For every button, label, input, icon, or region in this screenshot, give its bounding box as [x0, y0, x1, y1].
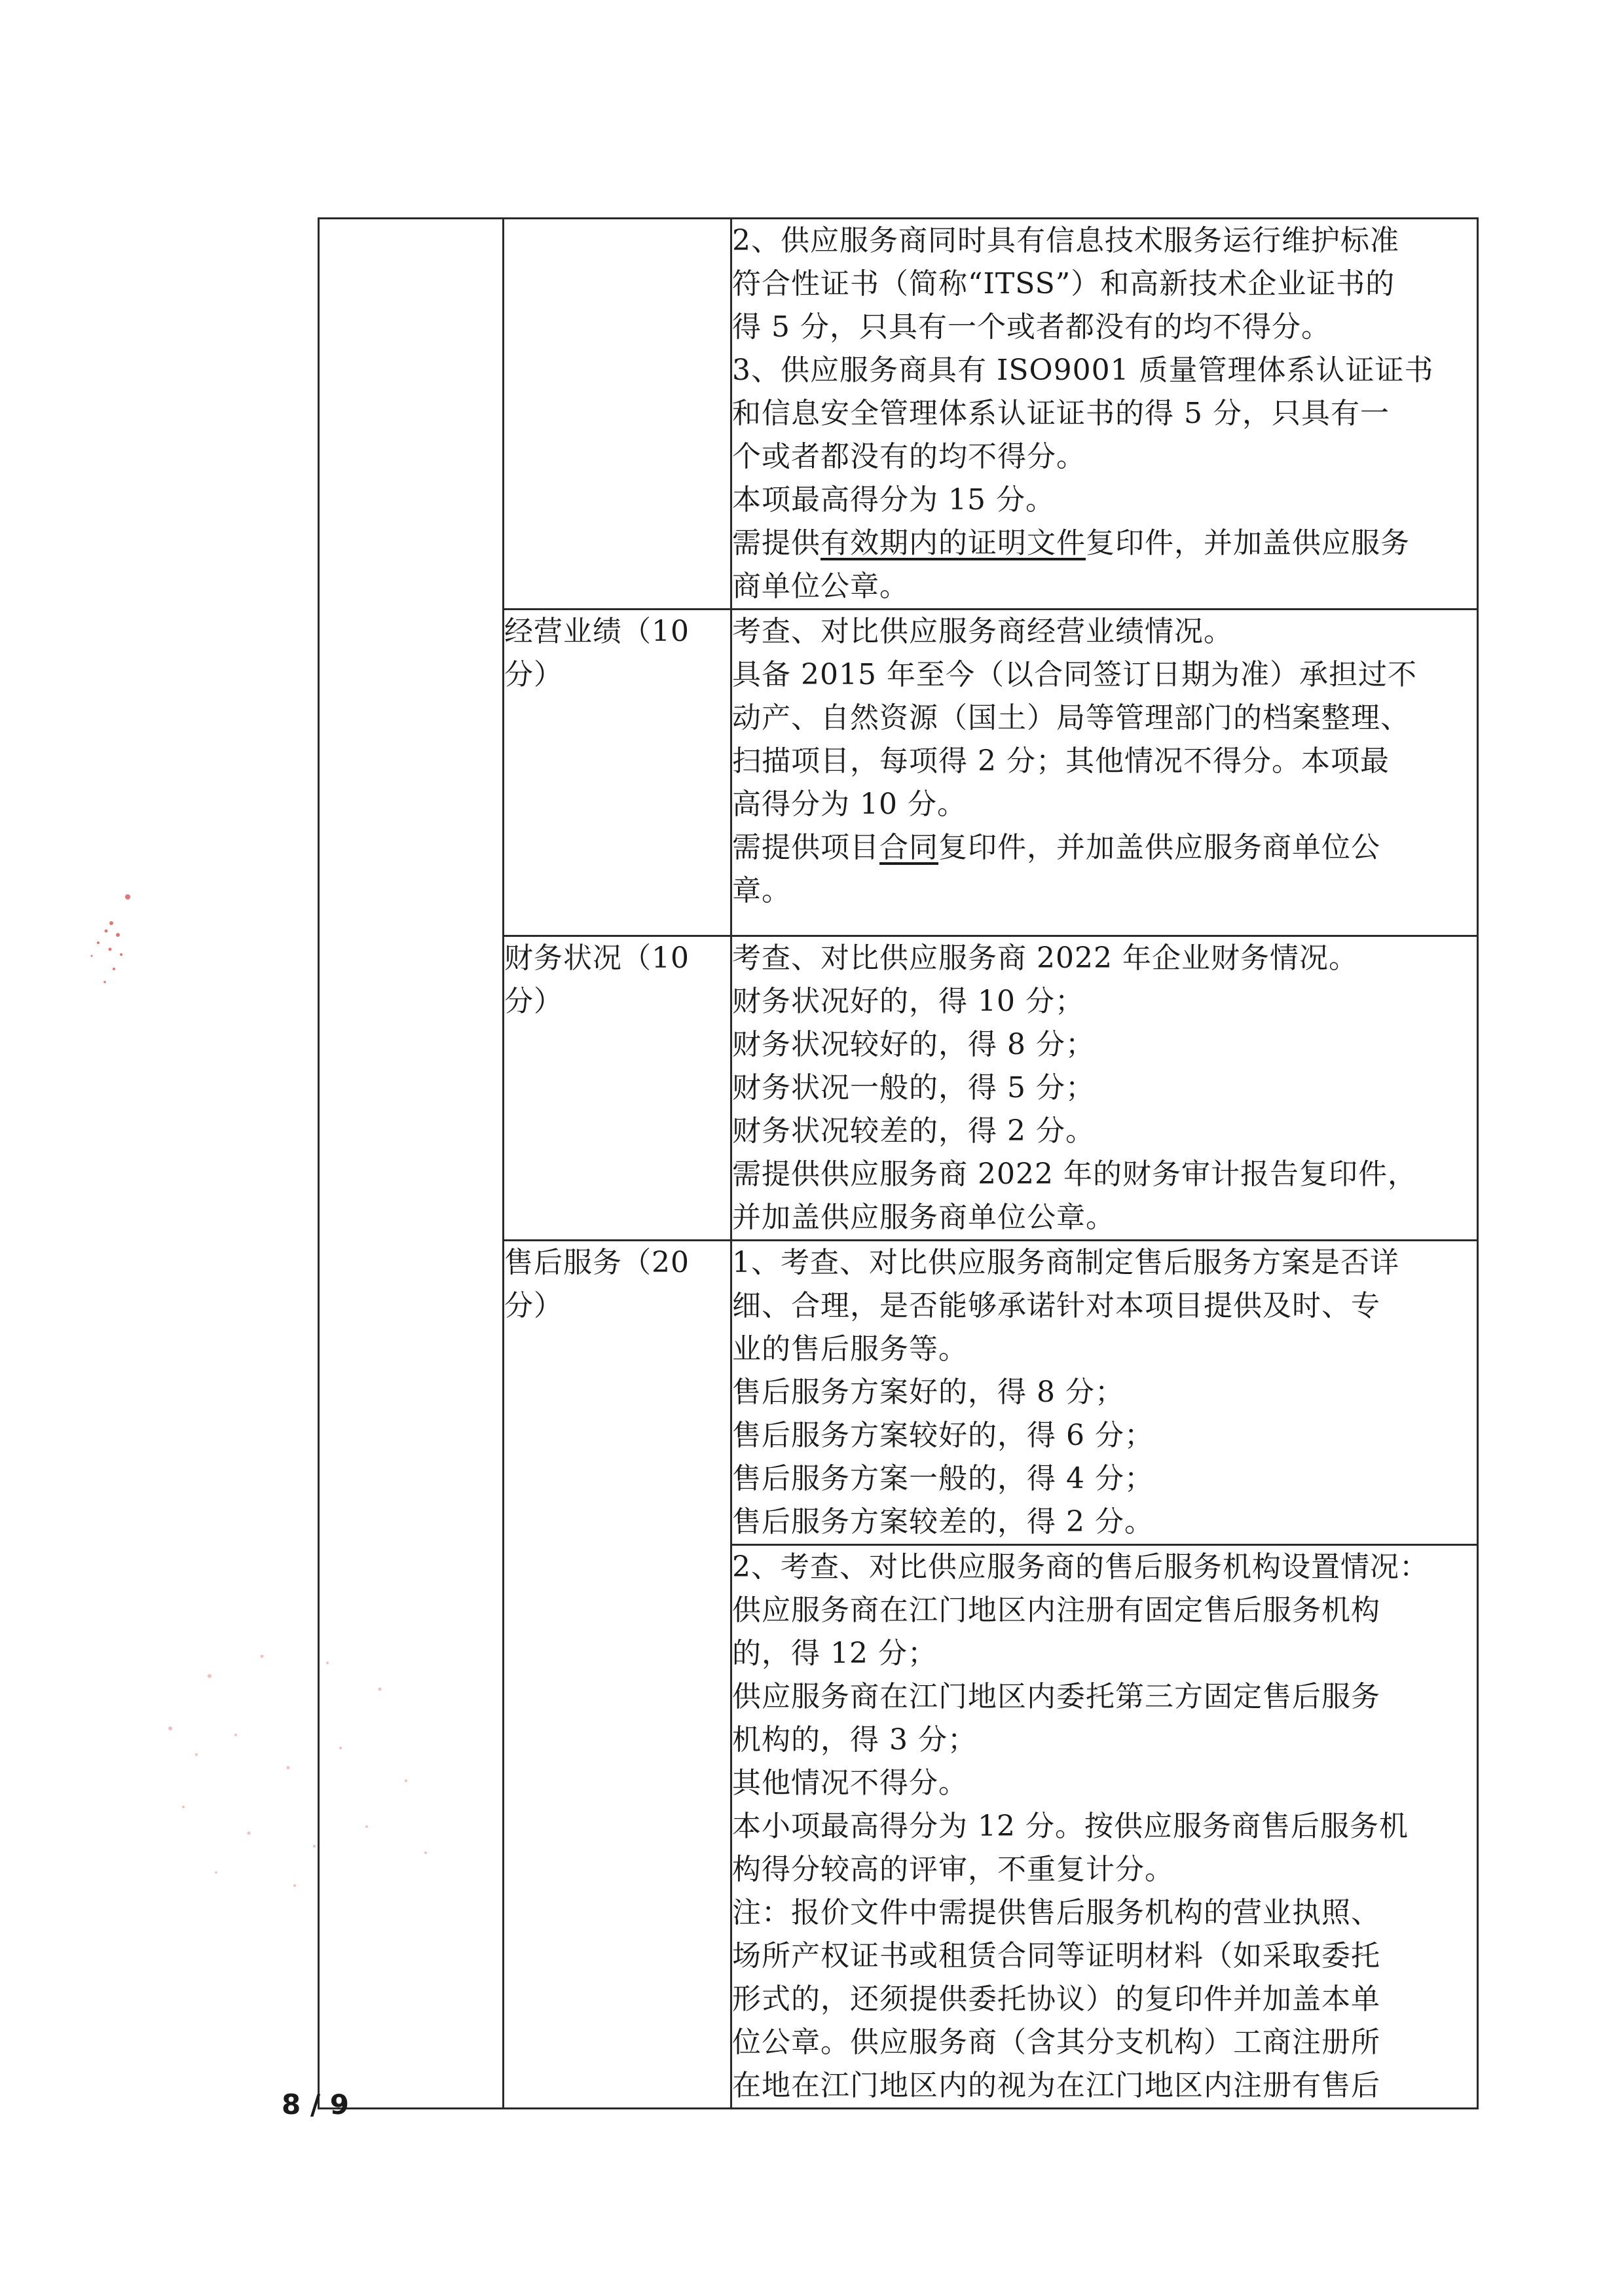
criteria-line: 和信息安全管理体系认证证书的得 5 分，只具有一: [732, 397, 1390, 430]
criteria-line: 得 5 分，只具有一个或者都没有的均不得分。: [732, 310, 1331, 344]
criteria-line: 本项最高得分为 15 分。: [732, 483, 1055, 517]
criteria-line: 业的售后服务等。: [732, 1332, 968, 1366]
criteria-line: 财务状况较好的，得 8 分；: [732, 1028, 1095, 1061]
criteria-line: 售后服务方案一般的，得 4 分；: [732, 1462, 1154, 1495]
criteria-line: 3、供应服务商具有 ISO9001 质量管理体系认证证书: [732, 354, 1434, 387]
criteria-line: 高得分为 10 分。: [732, 788, 967, 821]
item-label: 售后服务（20 分）: [504, 1246, 690, 1322]
item-cell: [504, 1241, 731, 2109]
criteria-line: 其他情况不得分。: [732, 1766, 968, 1800]
criteria-cell: [731, 219, 1478, 610]
item-cell: [504, 219, 731, 610]
criteria-cell: [731, 1241, 1478, 1545]
criteria-line: 供应服务商在江门地区内委托第三方固定售后服务: [732, 1680, 1380, 1713]
criteria-cell: [731, 936, 1478, 1241]
criteria-line: 财务状况一般的，得 5 分；: [732, 1071, 1095, 1104]
criteria-line: 形式的，还须提供委托协议）的复印件并加盖本单: [732, 1982, 1380, 2016]
criteria-line: 2、考查、对比供应服务商的售后服务机构设置情况：: [732, 1550, 1429, 1584]
seal-trace-lower: [131, 1637, 471, 1912]
note-prefix: 需提供: [732, 526, 821, 560]
criteria-line: 细、合理，是否能够承诺针对本项目提供及时、专: [732, 1289, 1380, 1322]
criteria-line: 构得分较高的评审，不重复计分。: [732, 1853, 1174, 1886]
underlined-document: 有效期内的证明文件: [821, 526, 1086, 560]
item-cell: [504, 610, 731, 936]
criteria-line: 考查、对比供应服务商经营业绩情况。: [732, 615, 1233, 648]
item-label: 财务状况（10 分）: [504, 941, 690, 1018]
criteria-line: 注：报价文件中需提供售后服务机构的营业执照、: [732, 1896, 1380, 1929]
criteria-line: 并加盖供应服务商单位公章。: [732, 1201, 1115, 1234]
criteria-line: 位公章。供应服务商（含其分支机构）工商注册所: [732, 2026, 1380, 2059]
criteria-line: 售后服务方案较差的，得 2 分。: [732, 1505, 1154, 1539]
evidence-requirement: [732, 522, 1477, 565]
note-prefix: 需提供项目: [732, 831, 879, 864]
page-number: 8 / 9: [282, 2088, 350, 2121]
criteria-line: 扫描项目，每项得 2 分；其他情况不得分。本项最: [732, 744, 1390, 778]
criteria-line: 具备 2015 年至今（以合同签订日期为准）承担过不: [732, 658, 1417, 691]
criteria-line: 售后服务方案好的，得 8 分；: [732, 1376, 1124, 1409]
criteria-line: 在地在江门地区内的视为在江门地区内注册有售后: [732, 2069, 1380, 2102]
criteria-cell: [731, 1545, 1478, 2109]
criteria-line: 需提供供应服务商 2022 年的财务审计报告复印件，: [732, 1157, 1417, 1191]
note-suffix: 复印件，并加盖供应服务商单位公: [938, 831, 1380, 864]
item-cell: [504, 936, 731, 1241]
criteria-line: 章。: [732, 874, 791, 907]
evidence-requirement: [732, 826, 1477, 869]
table-row: [319, 219, 1478, 610]
criteria-line: 财务状况较差的，得 2 分。: [732, 1114, 1095, 1148]
criteria-line: 供应服务商在江门地区内注册有固定售后服务机构: [732, 1594, 1380, 1627]
underlined-document: 合同: [879, 831, 938, 864]
criteria-line: 动产、自然资源（国土）局等管理部门的档案整理、: [732, 701, 1410, 735]
scoring-table: [318, 217, 1479, 2109]
criteria-line: 个或者都没有的均不得分。: [732, 440, 1086, 473]
criteria-line: 符合性证书（简称“ITSS”）和高新技术企业证书的: [732, 267, 1395, 301]
criteria-line: 的，得 12 分；: [732, 1637, 937, 1670]
criteria-line: 场所产权证书或租赁合同等证明材料（如采取委托: [732, 1939, 1380, 1973]
criteria-line: 1、考查、对比供应服务商制定售后服务方案是否详: [732, 1246, 1399, 1279]
criteria-line: 商单位公章。: [732, 570, 909, 603]
criteria-line: 售后服务方案较好的，得 6 分；: [732, 1419, 1154, 1452]
note-suffix: 复印件，并加盖供应服务: [1086, 526, 1410, 560]
item-label: 经营业绩（10 分）: [504, 615, 690, 691]
criteria-line: 机构的，得 3 分；: [732, 1723, 977, 1757]
criteria-line: 财务状况好的，得 10 分；: [732, 985, 1084, 1018]
criteria-cell: [731, 610, 1478, 936]
criteria-line: 考查、对比供应服务商 2022 年企业财务情况。: [732, 941, 1358, 975]
seal-trace-upper: [72, 871, 151, 1015]
criteria-line: 2、供应服务商同时具有信息技术服务运行维护标准: [732, 224, 1399, 257]
criteria-line: 本小项最高得分为 12 分。按供应服务商售后服务机: [732, 1810, 1409, 1843]
